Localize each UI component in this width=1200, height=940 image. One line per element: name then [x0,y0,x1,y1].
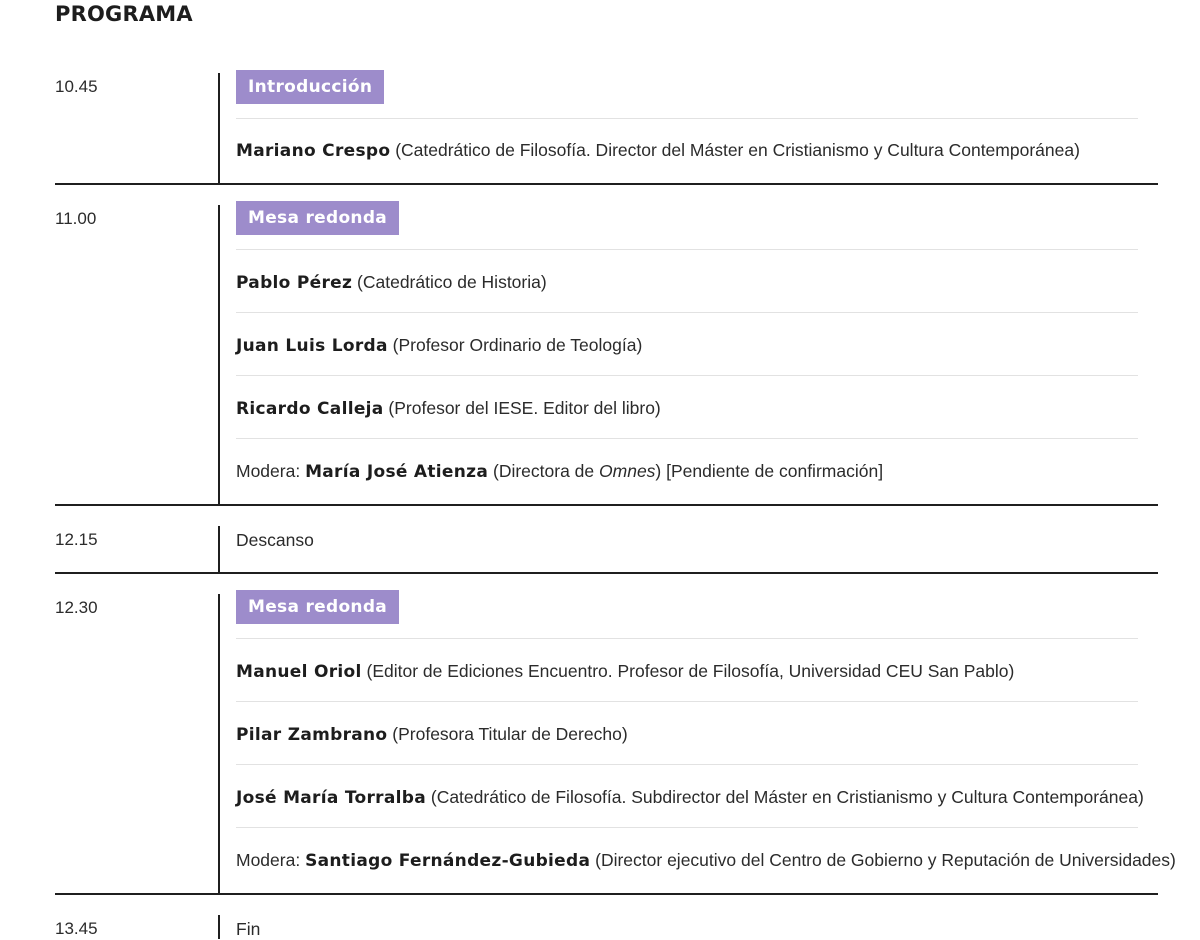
schedule-block-1215 [55,526,1158,574]
speaker-description: (Catedrático de Filosofía. Subdirector del Máster en Cristianismo y Cultura Contemporánea) [426,787,1144,807]
speaker-name: Pablo Pérez [236,273,353,293]
end-label: Fin [236,919,261,939]
publication-name: Omnes [599,461,656,481]
schedule-block-1045 [55,73,1158,185]
time-label: 10.45 [55,77,98,96]
session-tag: Introducción [236,70,384,104]
speaker-row [236,118,1138,183]
speaker-name: José María Torralba [236,788,426,808]
speaker-row [236,375,1138,439]
moderator-description: (Directora de [488,461,600,481]
time-label: 12.30 [55,598,98,617]
speaker-row [236,249,1138,313]
moderator-name: María José Atienza [305,462,489,482]
speaker-name: Pilar Zambrano [236,725,388,745]
speaker-description: (Catedrático de Historia) [352,272,547,292]
speaker-description: (Catedrático de Filosofía. Director del Máster en Cristianismo y Cultura Contemporánea) [390,140,1080,160]
time-label: 13.45 [55,919,98,938]
moderator-prefix: Modera: [236,461,306,481]
session-tag: Mesa redonda [236,590,399,624]
speaker-name: Ricardo Calleja [236,399,384,419]
speaker-description: (Profesora Titular de Derecho) [387,724,628,744]
moderator-description-end: ) [Pendiente de confirmación] [655,461,884,481]
speaker-row [236,764,1144,828]
moderator-description: (Director ejecutivo del Centro de Gobierno y Reputación de Universidades) [590,850,1176,870]
timeline-divider [218,205,220,504]
speaker-row [236,312,1138,376]
moderator-prefix: Modera: [236,850,306,870]
speaker-name: Mariano Crespo [236,141,391,161]
timeline-divider [218,915,220,939]
speaker-description: (Editor de Ediciones Encuentro. Profesor de Filosofía, Universidad CEU San Pablo) [361,661,1015,681]
timeline-divider [218,594,220,893]
page-title: PROGRAMA [55,2,193,26]
moderator-name: Santiago Fernández-Gubieda [305,851,591,871]
speaker-description: (Profesor Ordinario de Teología) [387,335,643,355]
session-tag: Mesa redonda [236,201,399,235]
speaker-name: Manuel Oriol [236,662,362,682]
speaker-name: Juan Luis Lorda [236,336,388,356]
time-label: 12.15 [55,530,98,549]
time-label: 11.00 [55,209,97,228]
schedule-block-1345 [55,915,1158,939]
timeline-divider [218,73,220,183]
break-label: Descanso [236,530,314,550]
speaker-row [236,701,1138,765]
timeline-divider [218,526,220,572]
speaker-row [236,638,1138,702]
moderator-row [236,438,1138,503]
moderator-row [236,827,1176,892]
schedule-block-1100 [55,205,1158,506]
speaker-description: (Profesor del IESE. Editor del libro) [383,398,661,418]
schedule-block-1230 [55,594,1176,895]
